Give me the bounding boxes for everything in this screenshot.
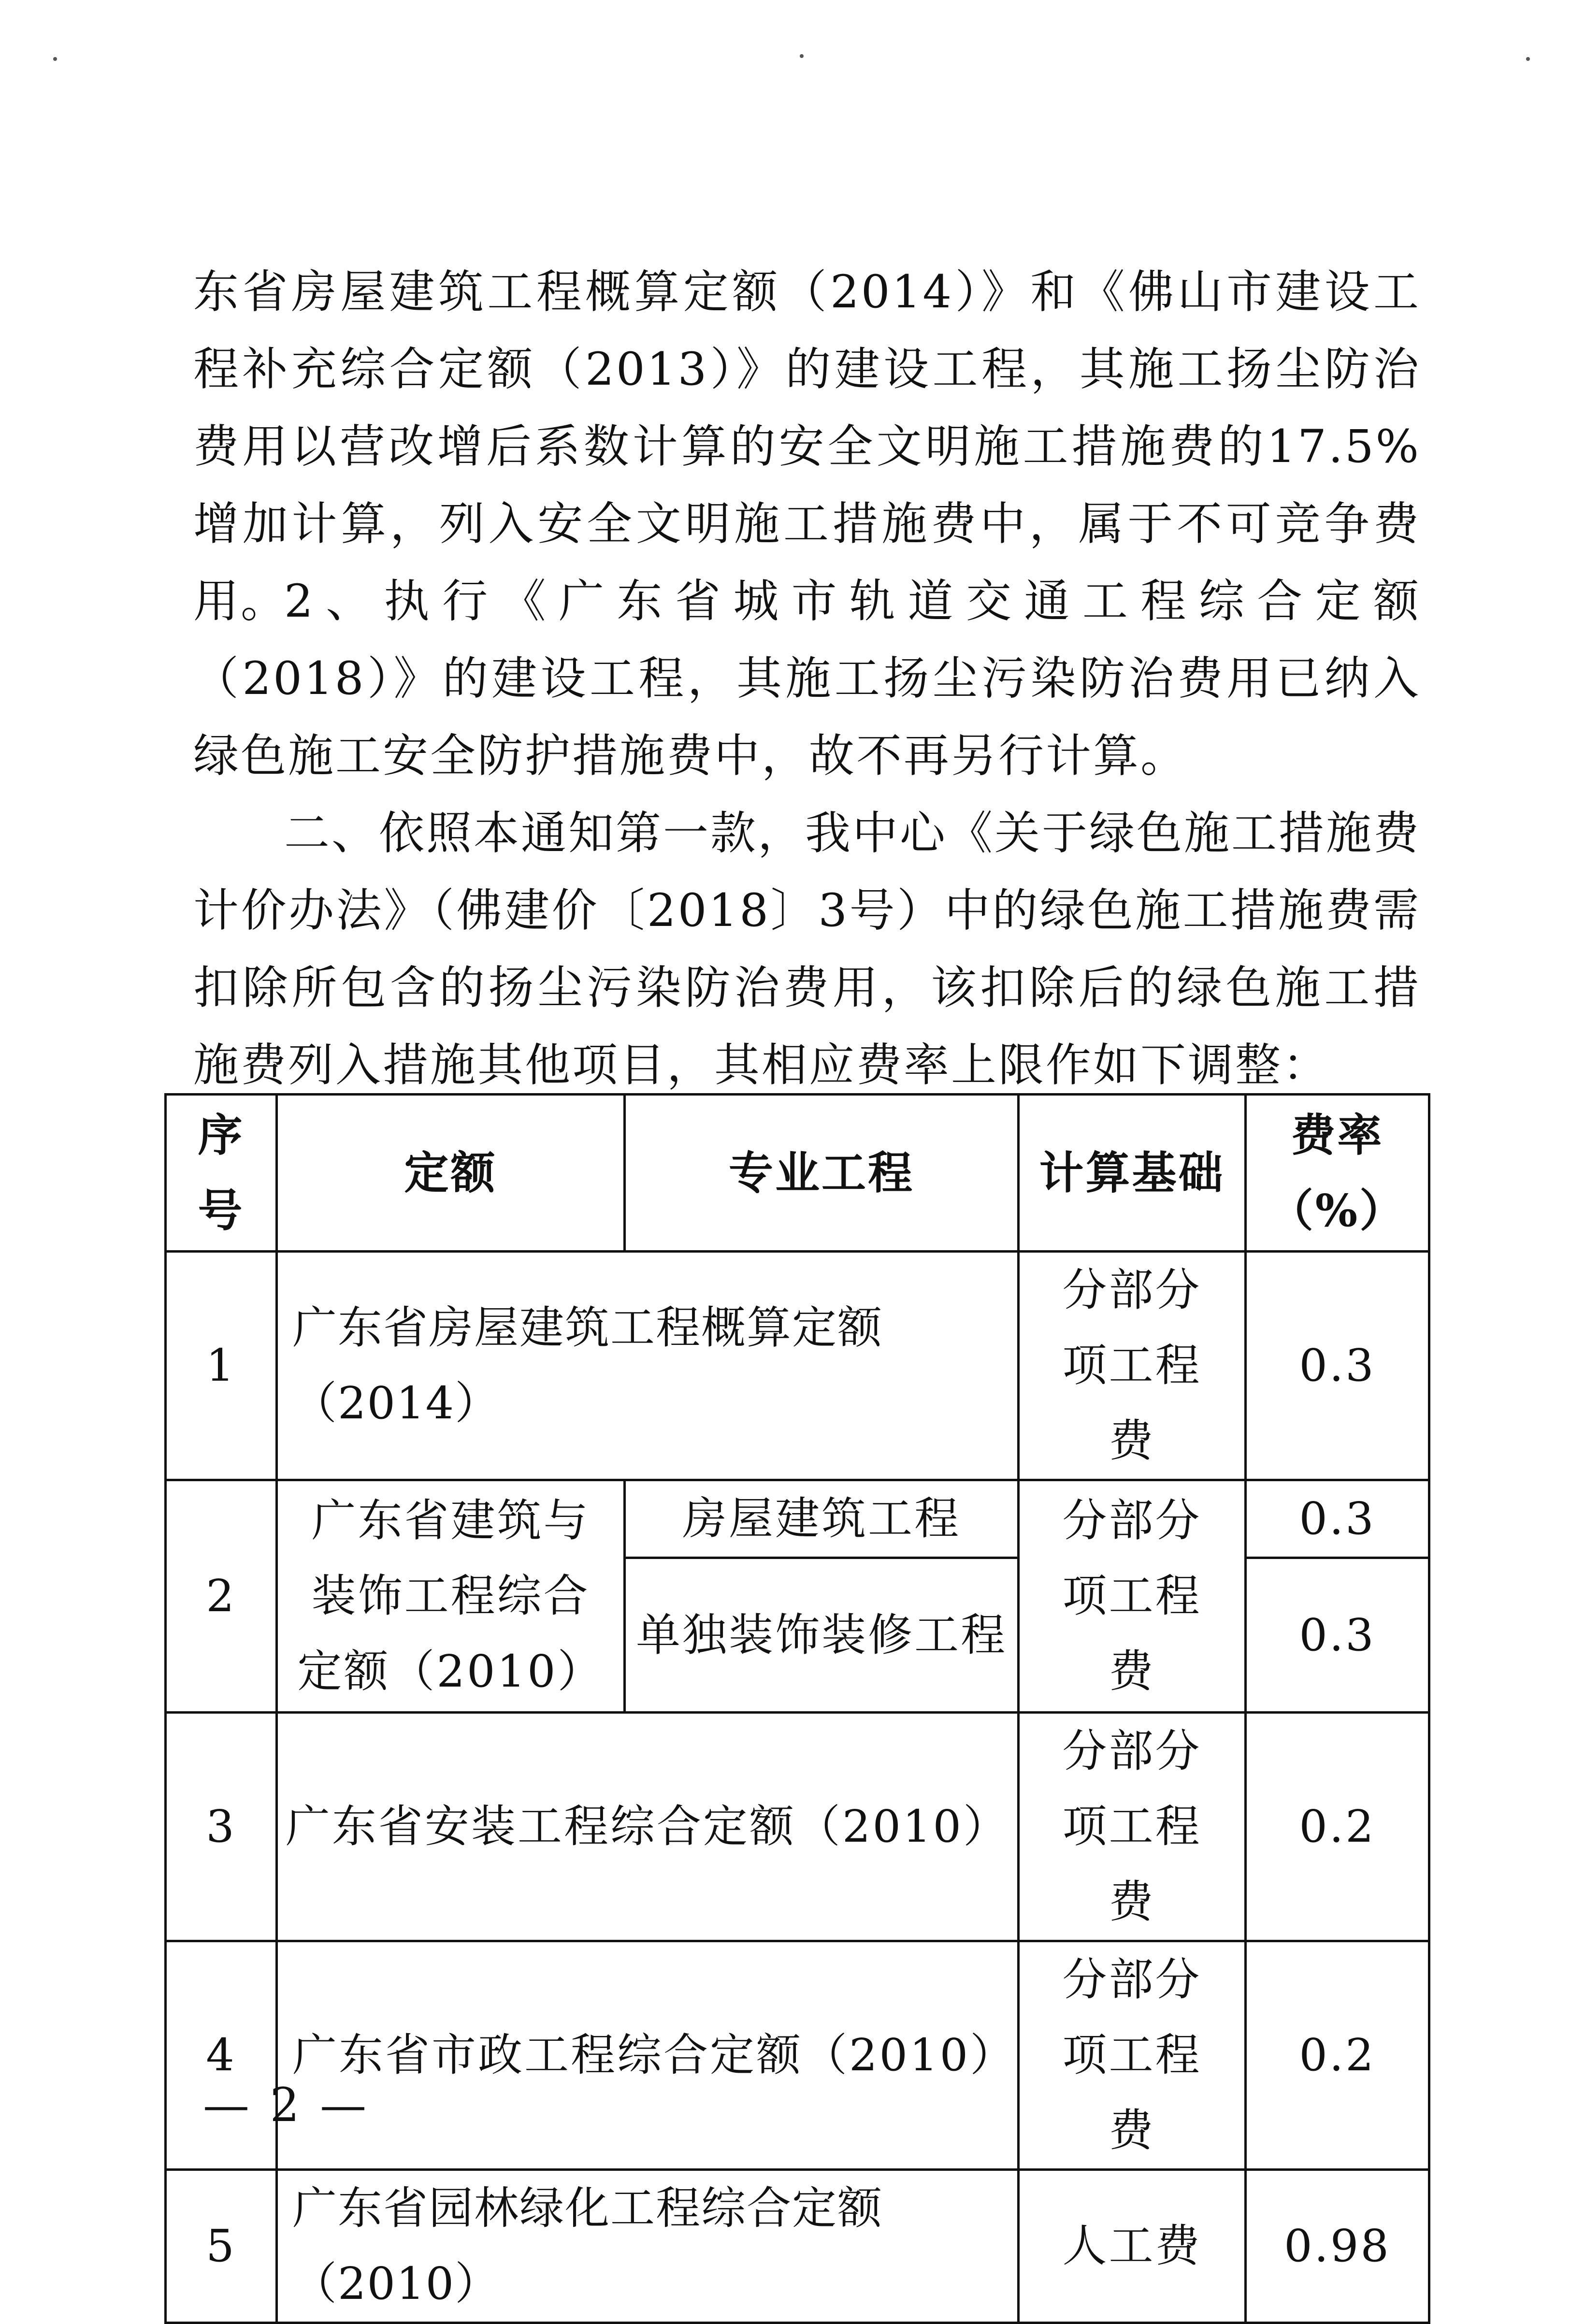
row-index: 1 [166,1252,277,1480]
row-rate: 0.3 [1246,1558,1429,1713]
row-basis: 分部分项工程费 [1019,1713,1246,1941]
header-index: 序号 [166,1095,277,1252]
row-quota: 广东省房屋建筑工程概算定额（2014） [277,1252,1019,1480]
header-rate: 费率（%） [1246,1095,1429,1252]
row-basis: 分部分项工程费 [1019,1252,1246,1480]
header-specialty: 专业工程 [625,1095,1019,1252]
row-quota: 广东省安装工程综合定额（2010） [277,1713,1019,1941]
row-quota: 广东省市政工程综合定额（2010） [277,1941,1019,2170]
row-rate: 0.2 [1246,1941,1429,2170]
header-quota: 定额 [277,1095,625,1252]
row-basis: 分部分项工程费 [1019,1941,1246,2170]
rate-table [164,1093,1430,2324]
scan-dot [53,57,57,61]
row-specialty: 单独装饰装修工程 [625,1558,1019,1713]
row-basis: 人工费 [1019,2170,1246,2323]
table-row [166,1713,1429,1941]
paragraph-continuation: 东省房屋建筑工程概算定额（2014）》和《佛山市建设工程补充综合定额（2013）》的建设工程，其施工扬尘防治费用以营改增后系数计算的安全文明施工措施费的17.5%增加计算，列入安全文明施工措施费中，属于不可竞争费用。 [193,266,1421,628]
table-row [166,1252,1429,1480]
table-row [166,1480,1429,1558]
page-number: — 2 — [203,2078,370,2132]
paragraph-item-2: 2、执行《广东省城市轨道交通工程综合定额（2018）》的建设工程，其施工扬尘污染防治费用已纳入绿色施工安全防护措施费中，故不再另行计算。 [193,575,1421,782]
row-rate: 0.3 [1246,1480,1429,1558]
row-quota: 广东省园林绿化工程综合定额（2010） [277,2170,1019,2323]
row-index: 3 [166,1713,277,1941]
row-index: 2 [166,1480,277,1713]
table-header-row [166,1095,1429,1252]
row-quota: 广东省建筑与装饰工程综合定额（2010） [277,1480,625,1713]
row-rate: 0.98 [1246,2170,1429,2323]
table-row [166,1941,1429,2170]
paragraph-section-2: 二、依照本通知第一款，我中心《关于绿色施工措施费计价办法》（佛建价〔2018〕3号）中的绿色施工措施费需扣除所包含的扬尘污染防治费用，该扣除后的绿色施工措施费列入措施其他项目，其相应费率上限作如下调整： [193,807,1421,1092]
scan-dot [800,54,804,58]
row-rate: 0.3 [1246,1252,1429,1480]
row-specialty: 房屋建筑工程 [625,1480,1019,1558]
row-index: 4 [166,1941,277,2170]
table-row [166,2170,1429,2323]
header-basis: 计算基础 [1019,1095,1246,1252]
row-index: 5 [166,2170,277,2323]
scan-dot [1526,57,1530,61]
row-basis: 分部分项工程费 [1019,1480,1246,1713]
row-rate: 0.2 [1246,1713,1429,1941]
